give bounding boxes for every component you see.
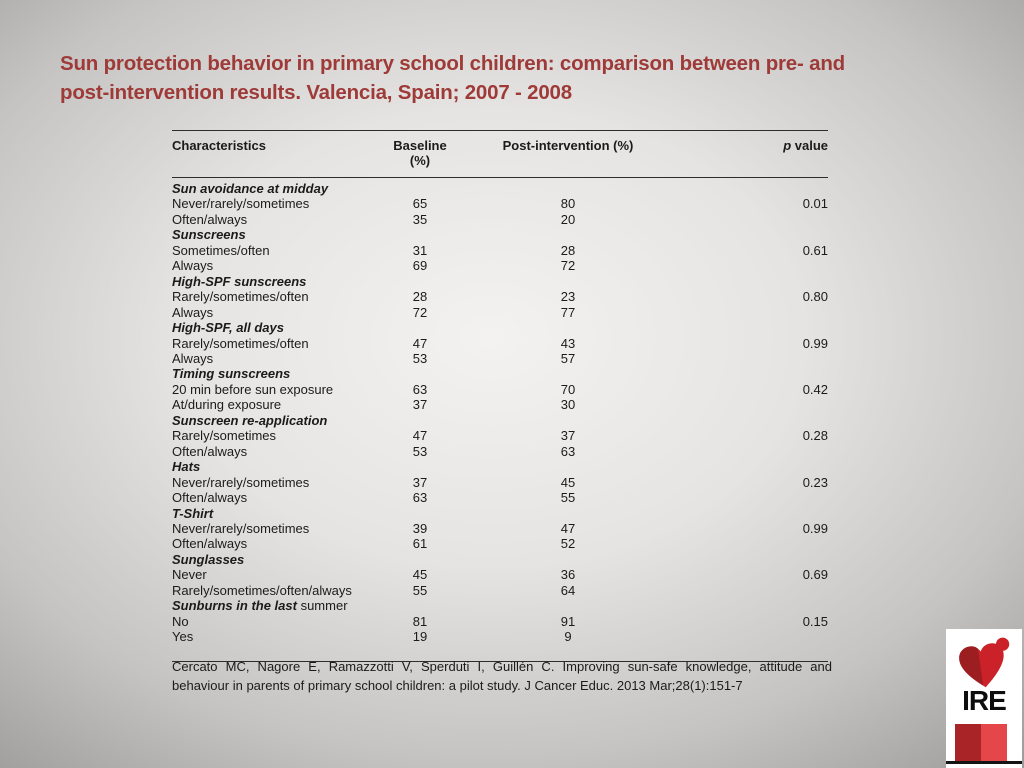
post-intervention-value: 64 (560, 582, 576, 598)
row-label: Often/always (172, 536, 248, 552)
baseline-value: 37 (412, 397, 428, 413)
row-label: Always (172, 304, 214, 320)
section-label: Hats (172, 459, 201, 475)
baseline-value: 19 (412, 629, 428, 645)
baseline-value: 47 (412, 428, 428, 444)
table-header-row (172, 131, 828, 177)
p-value (678, 258, 828, 273)
section-label: Sunscreen re-application (172, 412, 328, 428)
post-intervention-value: 36 (560, 567, 576, 583)
p-value (678, 490, 828, 505)
section-label: High-SPF, all days (172, 320, 284, 336)
post-intervention-value: 57 (560, 350, 576, 366)
table-body (172, 178, 828, 661)
row-label: Often/always (172, 490, 248, 506)
p-value (678, 536, 828, 551)
row-label: Yes (172, 629, 194, 645)
p-value (678, 444, 828, 459)
post-intervention-value: 43 (560, 335, 576, 351)
p-value (678, 397, 828, 412)
section-label: Sun avoidance at midday (172, 181, 329, 196)
baseline-value: 81 (412, 613, 428, 629)
ire-logo (946, 629, 1022, 768)
heart-icon (954, 637, 1014, 691)
logo-rectangle (955, 724, 1007, 762)
baseline-value: 65 (412, 196, 428, 212)
row-label: Often/always (172, 443, 248, 459)
row-label: 20 min before sun exposure (172, 381, 334, 397)
p-value: 0.42 (802, 381, 828, 397)
section-label: Sunburns in the last summer (172, 598, 348, 614)
row-label: Never/rarely/sometimes (172, 196, 310, 212)
row-label: Rarely/sometimes/often (172, 289, 309, 305)
row-label: Often/always (172, 211, 248, 227)
citation (172, 658, 832, 695)
post-intervention-value: 91 (560, 613, 576, 629)
col-header-characteristics: Characteristics (172, 138, 266, 153)
post-intervention-value: 30 (560, 397, 576, 413)
post-intervention-value: 20 (560, 211, 576, 227)
post-intervention-value: 80 (560, 196, 576, 212)
p-value: 0.28 (802, 428, 828, 444)
baseline-value: 63 (412, 381, 428, 397)
baseline-value: 53 (412, 350, 428, 366)
row-label: Always (172, 350, 214, 366)
baseline-value: 31 (412, 242, 428, 258)
baseline-value: 63 (412, 490, 428, 506)
section-label: Sunscreens (172, 227, 246, 243)
p-value (678, 351, 828, 366)
baseline-value: 39 (412, 520, 428, 536)
baseline-value: 45 (412, 567, 428, 583)
post-intervention-value: 37 (560, 428, 576, 444)
post-intervention-value: 52 (560, 536, 576, 552)
baseline-value: 72 (412, 304, 428, 320)
baseline-value: 37 (412, 474, 428, 490)
row-label: Sometimes/often (172, 242, 270, 258)
p-value: 0.99 (802, 520, 828, 536)
baseline-value: 47 (412, 335, 428, 351)
col-header-post-intervention: Post-intervention (%) (502, 138, 634, 153)
post-intervention-value: 70 (560, 381, 576, 397)
baseline-value: 28 (412, 289, 428, 305)
logo-rect-right (981, 724, 1007, 762)
row-label: Never/rarely/sometimes (172, 474, 310, 490)
row-label: Never/rarely/sometimes (172, 520, 310, 536)
post-intervention-value: 23 (560, 289, 576, 305)
p-value (678, 583, 828, 598)
row-label: Rarely/sometimes/often/always (172, 582, 352, 598)
p-value: 0.80 (802, 289, 828, 305)
p-value: 0.69 (802, 567, 828, 583)
post-intervention-value: 63 (560, 443, 576, 459)
baseline-value: 61 (412, 536, 428, 552)
p-value (678, 212, 828, 227)
row-label: Always (172, 258, 214, 274)
row-label: At/during exposure (172, 397, 282, 413)
page-title-line1: Sun protection behavior in primary school children: comparison between pre- and (60, 52, 845, 75)
results-table (172, 130, 828, 662)
post-intervention-value: 55 (560, 490, 576, 506)
p-value: 0.23 (802, 474, 828, 490)
post-intervention-value: 72 (560, 258, 576, 274)
citation-line2: behaviour in parents of primary school children: a pilot study. J Cancer Educ. 2013 Mar;28(1):151-7 (172, 677, 743, 693)
p-value (678, 305, 828, 320)
post-intervention-value: 77 (560, 304, 576, 320)
post-intervention-value: 9 (564, 629, 572, 645)
p-value (678, 629, 828, 644)
row-label: No (172, 613, 189, 629)
logo-underline (946, 761, 1022, 764)
baseline-value: 35 (412, 211, 428, 227)
baseline-value: 69 (412, 258, 428, 274)
col-header-p-value: p value (783, 138, 828, 153)
post-intervention-value: 45 (560, 474, 576, 490)
row-label: Never (172, 567, 207, 583)
p-value: 0.61 (802, 242, 828, 258)
logo-rect-left (955, 724, 981, 762)
col-header-baseline: Baseline (%) (393, 138, 447, 168)
section-label: T-Shirt (172, 505, 214, 521)
post-intervention-value: 47 (560, 520, 576, 536)
section-label: Sunglasses (172, 551, 245, 567)
baseline-value: 55 (412, 582, 428, 598)
row-label: Rarely/sometimes/often (172, 335, 309, 351)
logo-text: IRE (962, 685, 1006, 716)
page-title-line2: post-intervention results. Valencia, Spain; 2007 - 2008 (60, 80, 572, 104)
row-label: Rarely/sometimes (172, 428, 277, 444)
p-value: 0.15 (802, 613, 828, 629)
baseline-value: 53 (412, 443, 428, 459)
citation-line1: Cercato MC, Nagore E, Ramazzotti V, Sperduti I, Guillén C. Improving sun-safe knowledge, attitude and (172, 659, 832, 674)
page-title (60, 50, 990, 107)
p-value: 0.99 (802, 335, 828, 351)
p-value: 0.01 (802, 196, 828, 212)
post-intervention-value: 28 (560, 242, 576, 258)
section-label: High-SPF sunscreens (172, 273, 307, 289)
section-label: Timing sunscreens (172, 366, 291, 382)
